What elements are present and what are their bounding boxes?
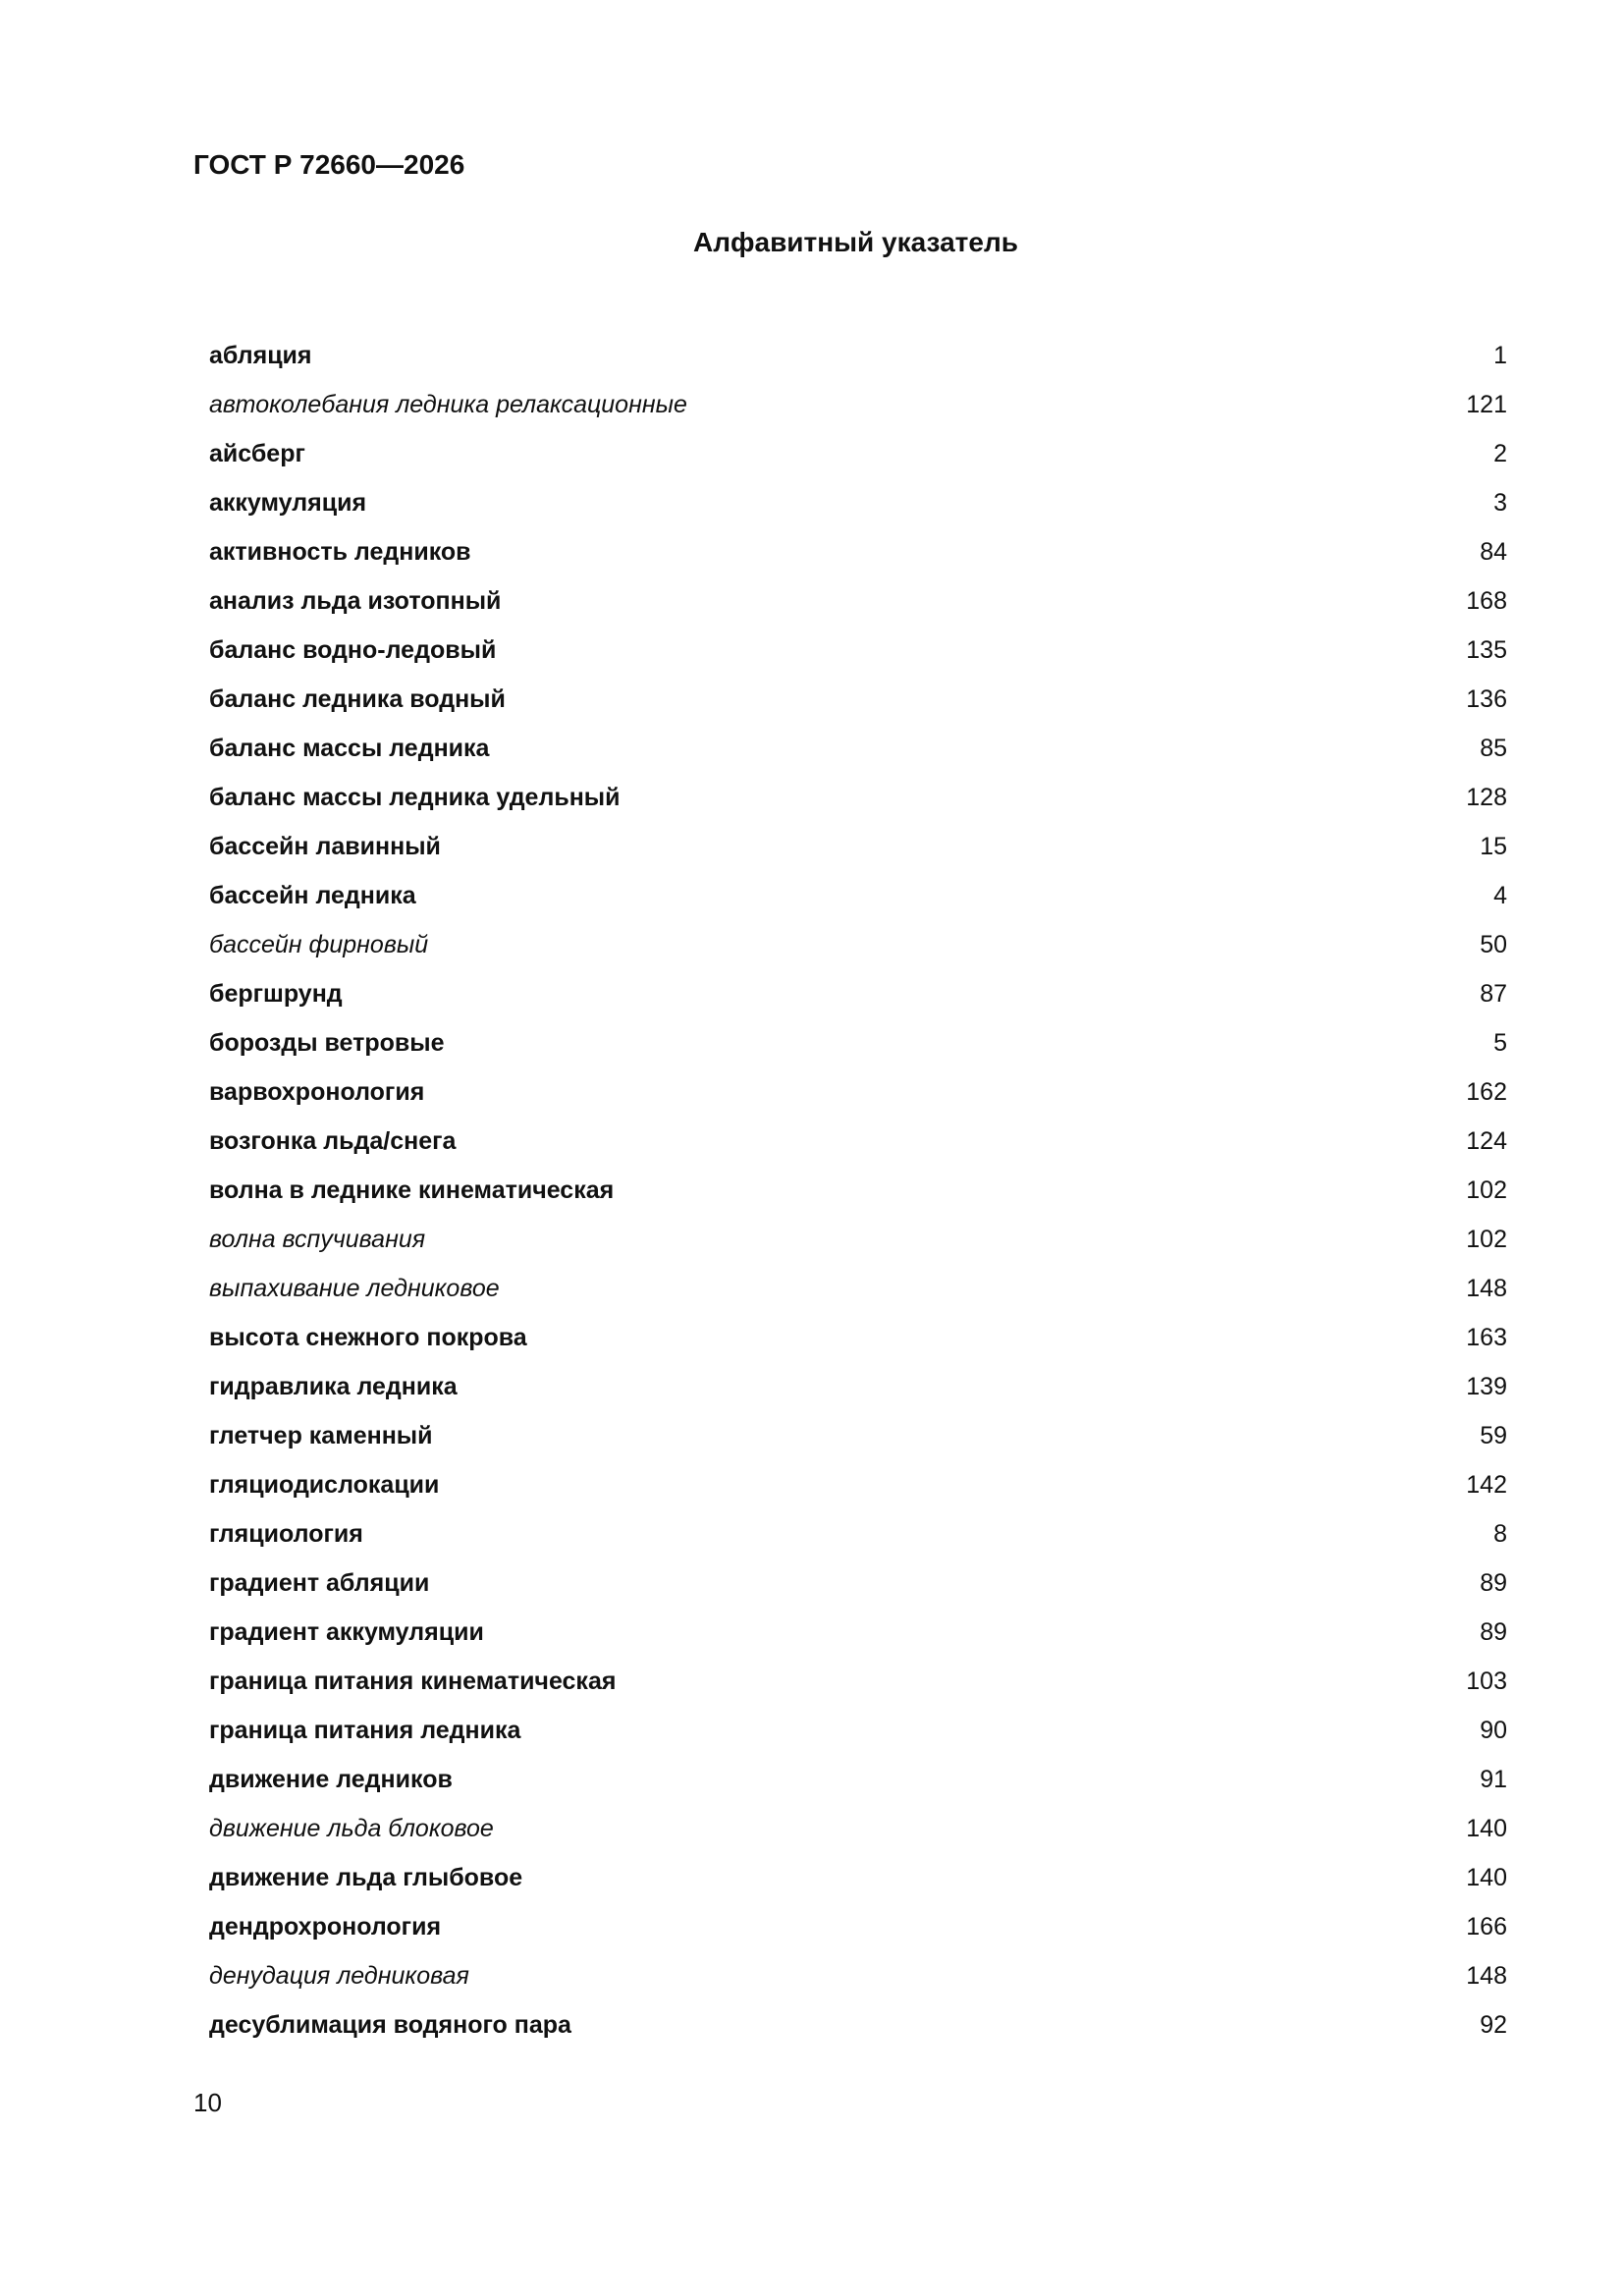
index-entry-term: активность ледников [209,538,471,566]
index-entry-page: 135 [1466,636,1507,664]
index-entry-page: 1 [1493,342,1507,369]
index-entry [209,1313,1507,1362]
index-entry-page: 50 [1480,931,1507,958]
index-entry [209,1509,1507,1558]
index-entry-term: волна в леднике кинематическая [209,1176,615,1204]
index-entry-term: дендрохронология [209,1913,442,1941]
index-entry-page: 148 [1466,1962,1507,1990]
index-entry-page: 136 [1466,685,1507,713]
index-entry [209,822,1507,871]
index-entry [209,576,1507,626]
index-entry-page: 140 [1466,1864,1507,1891]
index-entry-term: движение ледников [209,1766,453,1793]
index-entry-page: 168 [1466,587,1507,615]
index-entry-term: движение льда глыбовое [209,1864,523,1891]
index-entry [209,380,1507,429]
index-entry [209,429,1507,478]
index-entry [209,871,1507,920]
index-entry [209,1706,1507,1755]
index-entry-term: варвохронология [209,1078,425,1106]
index-entry-term: баланс массы ледника [209,735,490,762]
index-entry-term: бассейн фирновый [209,931,429,958]
index-entry [209,1411,1507,1460]
index-entry-page: 121 [1466,391,1507,418]
index-entry-page: 91 [1480,1766,1507,1793]
index-entry-page: 5 [1493,1029,1507,1057]
index-entry [209,478,1507,527]
index-entry [209,920,1507,969]
index-entries-list [209,331,1507,2050]
index-entry [209,527,1507,576]
index-entry-term: абляция [209,342,312,369]
index-entry [209,773,1507,822]
index-entry-term: градиент абляции [209,1569,430,1597]
index-entry-term: градиент аккумуляции [209,1618,484,1646]
index-entry [209,1657,1507,1706]
index-entry-term: бассейн ледника [209,882,416,909]
index-entry [209,1215,1507,1264]
index-entry-term: баланс водно-ледовый [209,636,497,664]
index-entry [209,1558,1507,1608]
index-entry-term: автоколебания ледника релаксационные [209,391,687,418]
index-entry [209,1460,1507,1509]
index-entry-page: 139 [1466,1373,1507,1400]
index-entry [209,675,1507,724]
index-entry-page: 87 [1480,980,1507,1008]
index-entry [209,1117,1507,1166]
index-entry-page: 163 [1466,1324,1507,1351]
index-entry [209,1166,1507,1215]
index-entry-page: 85 [1480,735,1507,762]
index-entry-page: 102 [1466,1176,1507,1204]
index-entry-term: бассейн лавинный [209,833,441,860]
index-entry-term: баланс массы ледника удельный [209,784,621,811]
index-entry-term: движение льда блоковое [209,1815,494,1842]
index-entry-page: 3 [1493,489,1507,517]
index-entry-page: 140 [1466,1815,1507,1842]
index-entry-page: 15 [1480,833,1507,860]
index-entry [209,2000,1507,2050]
index-entry-page: 142 [1466,1471,1507,1499]
index-entry-term: денудация ледниковая [209,1962,469,1990]
index-entry [209,969,1507,1018]
index-entry [209,1018,1507,1067]
index-entry [209,1902,1507,1951]
index-entry-term: бергшрунд [209,980,343,1008]
index-entry-term: высота снежного покрова [209,1324,527,1351]
index-entry-page: 84 [1480,538,1507,566]
index-entry-page: 92 [1480,2011,1507,2039]
index-entry-term: десублимация водяного пара [209,2011,571,2039]
index-entry-page: 8 [1493,1520,1507,1548]
index-entry [209,1264,1507,1313]
index-title: Алфавитный указатель [693,227,1018,257]
index-entry-term: волна вспучивания [209,1226,426,1253]
index-entry [209,1608,1507,1657]
index-entry-page: 4 [1493,882,1507,909]
index-entry-page: 124 [1466,1127,1507,1155]
index-entry-page: 90 [1480,1717,1507,1744]
index-entry-page: 128 [1466,784,1507,811]
index-entry [209,1362,1507,1411]
index-entry-term: возгонка льда/снега [209,1127,457,1155]
index-entry [209,626,1507,675]
index-entry [209,1951,1507,2000]
index-entry-term: гидравлика ледника [209,1373,458,1400]
index-entry-page: 102 [1466,1226,1507,1253]
index-entry-term: граница питания кинематическая [209,1667,617,1695]
index-entry-page: 166 [1466,1913,1507,1941]
page-number: 10 [193,2088,222,2117]
index-entry-term: борозды ветровые [209,1029,445,1057]
index-entry [209,1067,1507,1117]
index-entry [209,724,1507,773]
index-entry-page: 89 [1480,1569,1507,1597]
index-entry [209,1755,1507,1804]
index-entry-page: 2 [1493,440,1507,467]
index-entry-term: глетчер каменный [209,1422,433,1449]
index-entry [209,1804,1507,1853]
index-entry-page: 103 [1466,1667,1507,1695]
index-entry-page: 89 [1480,1618,1507,1646]
index-entry-page: 59 [1480,1422,1507,1449]
index-entry [209,331,1507,380]
document-code: ГОСТ Р 72660—2026 [193,149,465,180]
index-entry-term: анализ льда изотопный [209,587,502,615]
index-entry-term: гляциодислокации [209,1471,440,1499]
index-entry-term: выпахивание ледниковое [209,1275,500,1302]
index-entry [209,1853,1507,1902]
index-entry-page: 148 [1466,1275,1507,1302]
index-entry-term: гляциология [209,1520,363,1548]
index-entry-term: айсберг [209,440,305,467]
index-entry-page: 162 [1466,1078,1507,1106]
index-entry-term: баланс ледника водный [209,685,506,713]
index-entry-term: аккумуляция [209,489,367,517]
index-entry-term: граница питания ледника [209,1717,521,1744]
